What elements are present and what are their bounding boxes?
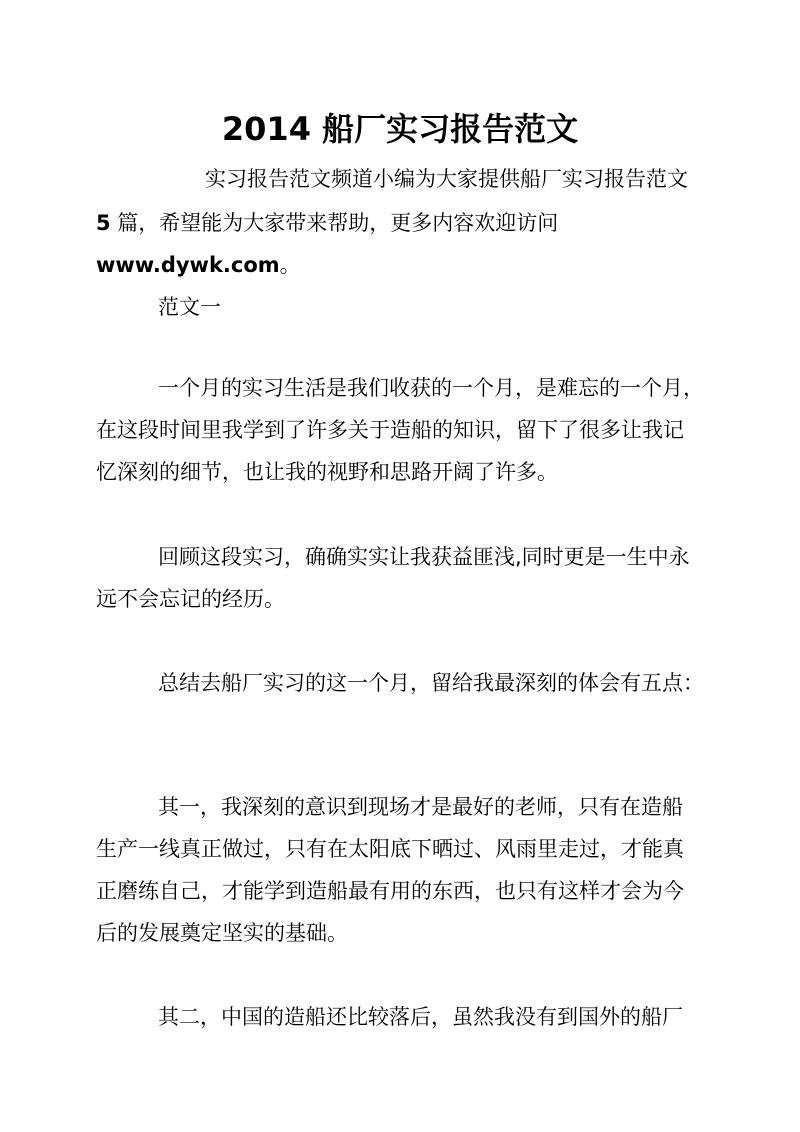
paragraph-4-line-1: 其一，我深刻的意识到现场才是最好的老师，只有在造船: [158, 795, 683, 819]
paragraph-3-line-1: 总结去船厂实习的这一个月，留给我最深刻的体会有五点：: [158, 671, 704, 695]
intro-line-3: [96, 250, 301, 280]
paragraph-4-line-4: 后的发展奠定坚实的基础。: [96, 921, 348, 945]
paragraph-1-line-2: 在这段时间里我学到了许多关于造船的知识，留下了很多让我记: [96, 418, 684, 442]
paragraph-5-line-1: 其二，中国的造船还比较落后，虽然我没有到国外的船厂: [158, 1005, 683, 1029]
intro-line-3-end: 。: [279, 253, 301, 277]
paragraph-1-line-3: 忆深刻的细节，也让我的视野和思路开阔了许多。: [96, 460, 558, 484]
paragraph-1-line-1: 一个月的实习生活是我们收获的一个月，是难忘的一个月，: [158, 376, 704, 400]
paragraph-2-line-2: 远不会忘记的经历。: [96, 587, 285, 611]
intro-line-1: 实习报告范文频道小编为大家提供船厂实习报告范文: [205, 167, 688, 191]
paragraph-2-line-1: 回顾这段实习，确确实实让我获益匪浅,同时更是一生中永: [158, 545, 690, 569]
website-link[interactable]: www.dywk.com: [96, 253, 280, 277]
intro-line-2-text: 篇，希望能为大家带来帮助，更多内容欢迎访问: [110, 211, 559, 235]
intro-line-2: [96, 208, 558, 238]
document-title: 2014 船厂实习报告范文: [221, 110, 579, 148]
section-heading: 范文一: [158, 295, 221, 319]
paragraph-4-line-3: 正磨练自己，才能学到造船最有用的东西，也只有这样才会为今: [96, 879, 684, 903]
intro-count: 5: [96, 211, 111, 235]
paragraph-4-line-2: 生产一线真正做过，只有在太阳底下晒过、风雨里走过，才能真: [96, 837, 684, 861]
